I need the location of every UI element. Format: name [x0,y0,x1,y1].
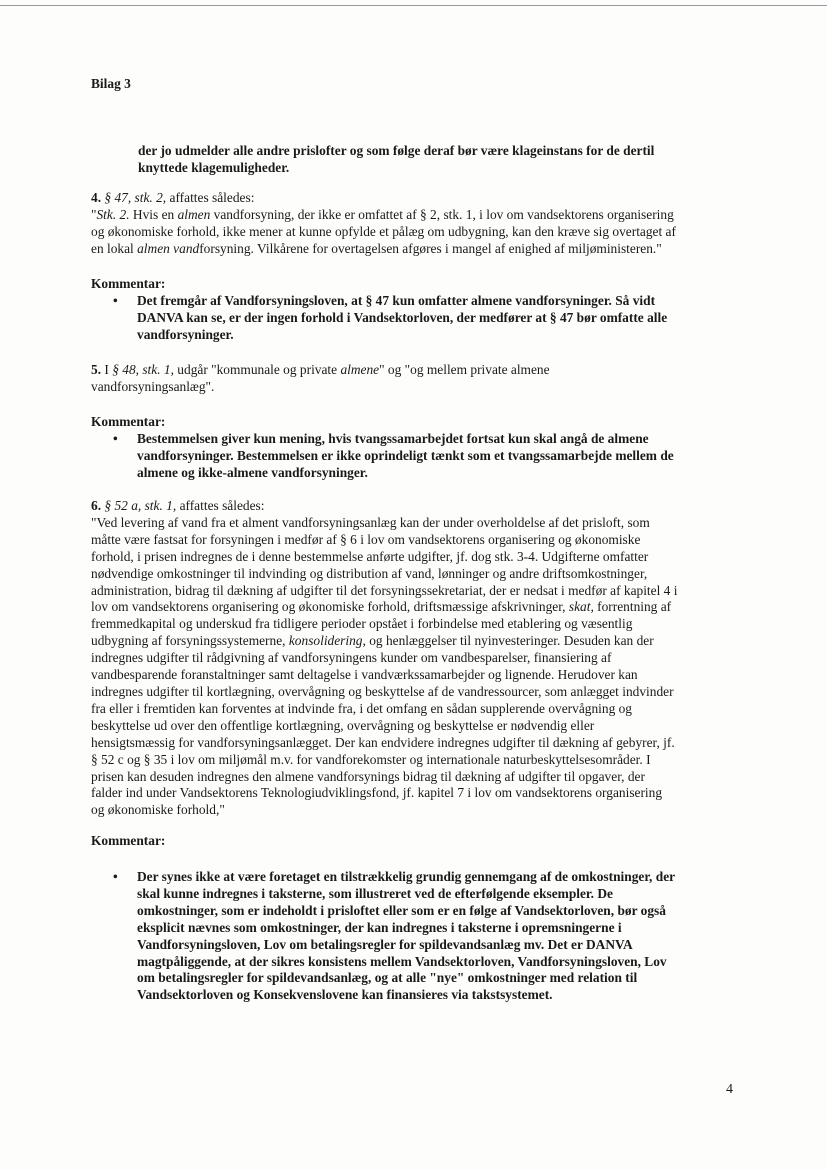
section-6-ref: § 52 a, stk. 1, [104,498,177,513]
intro-line-1: der jo udmelder alle andre prislofter og som følge deraf bør være klageinstans for de dertil [138,143,655,158]
comment-3-line: om betalingsregler for spildevandsanlæg, og at alle "nye" omkostninger med relation til [137,970,638,986]
section-4 [91,190,741,258]
section-6-line: og økonomiske forhold," [91,802,225,818]
section-6-line: fra eller i fremtiden kan forventes at indvinde fra, i det omfang en sådan supplerende overvågning og [91,700,633,716]
section-6-line [91,599,741,616]
section-6-heading [91,498,741,515]
section-4-line-2: og økonomiske forhold, ikke mener at kunne opfylde et pålæg om udbygning, kan den kræve sig overtaget af [91,223,676,239]
section-6-line: beskyttelse ud over den offentlige kortlægning, overvågning og beskyttelse er nødvendig eller [91,717,595,733]
section-4-ref: § 47, stk. 2, [104,190,167,205]
section-6-line: vandbesparende foranstaltninger samt deltagelse i vandværkssamarbejder og lignende. Herudover kan [91,667,638,683]
comment-3-title: Kommentar: [91,833,166,848]
section-6-line: fremmedkapital og underskud fra tidligere perioder opstået i forbindelse med etablering og væsentlig [91,616,633,632]
section-6-line [91,633,741,650]
comment-1-line-1: Det fremgår af Vandforsyningsloven, at § 47 kun omfatter almene vandforsyninger. Så vidt [137,293,656,308]
bullet-icon: • [113,869,118,884]
text-run: vandforsyning, der ikke er omfattet af § 2, stk. 1, i lov om vandsektorens organisering [210,206,674,222]
section-4-line-1 [91,207,741,224]
page-number: 4 [726,1082,733,1097]
comment-1-line-3: vandforsyninger. [137,326,234,342]
text-run: I [101,362,113,377]
emphasis: konsolidering, [288,633,366,649]
text-run: Hvis en [129,206,178,222]
section-5-number: 5. [91,362,102,377]
section-6-line: falder ind under Vandsektorens Teknologiudviklingsfond, jf. kapitel 7 i lov om vandsektorens organisering [91,785,663,801]
text-run: en lokal [91,240,138,256]
intro-line-2: knyttede klagemuligheder. [138,159,290,175]
section-6-line: § 52 c og § 35 i lov om miljømål m.v. for vandforekomster og internationale naturbeskyttelsesområder. I [91,751,651,767]
comment-3-line: Der synes ikke at være foretaget en tilstrækkelig grundig gennemgang af de omkostninger, der [137,869,676,884]
text-run: udbygning af forsyningssystemerne, [91,633,289,649]
section-6-line: "Ved levering af vand fra et alment vandforsyningsanlæg kan der under overholdelse af det prisloft, som [91,514,650,530]
section-4-lead: affattes således: [169,190,255,205]
section-6-line: indregnes udgifter til kortlægning, overvågning og beskyttelse af de vandressourcer, som anlægget indvinder [91,683,674,699]
text-run: og henlæggelser til nyinvesteringer. Desuden kan der [365,633,654,649]
page-header: Bilag 3 [91,76,131,91]
section-4-line-3 [91,241,741,258]
emphasis: almen vand [137,240,200,256]
comment-3-body [137,869,737,1004]
top-rule [0,5,827,6]
emphasis: almen [177,206,211,222]
comment-3-line: eksplicit nævnes som omkostninger, der kan indregnes i taksterne i opremsningerne i [137,919,622,935]
section-5-line-1 [91,362,741,379]
comment-3-line: Vandsektorloven og Konsekvenslovene kan finansieres via takstsystemet. [137,987,553,1003]
bullet-icon: • [113,293,118,308]
text-run: lov om vandsektorens organisering og økonomiske forhold, driftsmæssige afskrivninger, [91,599,569,615]
section-6-line: indregnes udgifter til rådgivning af vandforsyningens kunder om vandbesparelser, finansiering af [91,650,612,666]
section-4-heading [91,190,741,207]
section-6-line: hensigtsmæssig for vandforsyningsanlægget. Der kan endvidere indregnes udgifter til dækning af gebyrer, jf. [91,734,675,750]
section-6-line: prisen kan desuden indregnes den almene vandforsynings bidrag til dækning af udgifter til opgaver, der [91,768,645,784]
emphasis: skat, [568,599,594,615]
section-6-line: nødvendige omkostninger til indvinding og distribution af vand, lønninger og andre driftsomkostninger, [91,565,648,581]
emphasis: almene [340,362,380,377]
section-4-number: 4. [91,190,102,205]
comment-1-title: Kommentar: [91,276,166,291]
comment-1-body [137,293,737,344]
comment-2-line-2: vandforsyninger. Bestemmelsen er ikke oprindeligt tænkt som et tvangssamarbejde mellem de [137,447,674,463]
text-run: " og "og mellem private almene [379,362,550,377]
section-6-number: 6. [91,498,102,513]
text-run: forrentning af [593,599,672,615]
text-run: udgår "kommunale og private [173,362,341,377]
stk-label: Stk. 2. [96,206,130,222]
comment-3-line: Vandforsyningsloven, Lov om betalingsregler for spildevandsanlæg mv. Det er DANVA [137,936,633,952]
quote-open: " [91,206,97,222]
section-5 [91,362,741,396]
section-6-line: måtte være fastsat for forsyningen i medfør af § 6 i lov om vandsektorens organisering og økonomiske [91,531,641,547]
text-run: forsyning. Vilkårene for overtagelsen afgøres i mangel af enighed af miljøministeren." [199,240,662,256]
comment-2-line-3: almene og ikke-almene vandforsyninger. [137,464,368,480]
intro-paragraph [138,143,738,177]
section-6 [91,498,741,819]
section-6-line: forhold, i prisen indregnes de i denne bestemmelse anførte udgifter, jf. dog stk. 3-4. Udgifterne omfatter [91,548,649,564]
section-5-ref: § 48, stk. 1, [112,362,174,377]
comment-1-line-2: DANVA kan se, er der ingen forhold i Vandsektorloven, der medfører at § 47 bør omfatte alle [137,309,668,325]
comment-3-line: magtpåliggende, at der sikres konsistens mellem Vandsektorloven, Vandforsyningsloven, Lov [137,953,667,969]
comment-2-title: Kommentar: [91,414,166,429]
comment-2-line-1: Bestemmelsen giver kun mening, hvis tvangssamarbejdet fortsat kun skal angå de almene [137,431,649,446]
section-5-line-2: vandforsyningsanlæg". [91,378,215,394]
comment-2-body [137,431,737,482]
comment-3-line: skal kunne indregnes i taksterne, som illustreret ved de efterfølgende eksempler. De [137,885,613,901]
section-6-lead: affattes således: [179,498,265,513]
section-6-line: administration, bidrag til dækning af udgifter til det forsyningssekretariat, der er nedsat i medfør af kapitel 4 i [91,582,678,598]
comment-3-line: omkostninger, som er indeholdt i prisloftet eller som er en følge af Vandsektorloven, bør også [137,902,666,918]
bullet-icon: • [113,431,118,446]
